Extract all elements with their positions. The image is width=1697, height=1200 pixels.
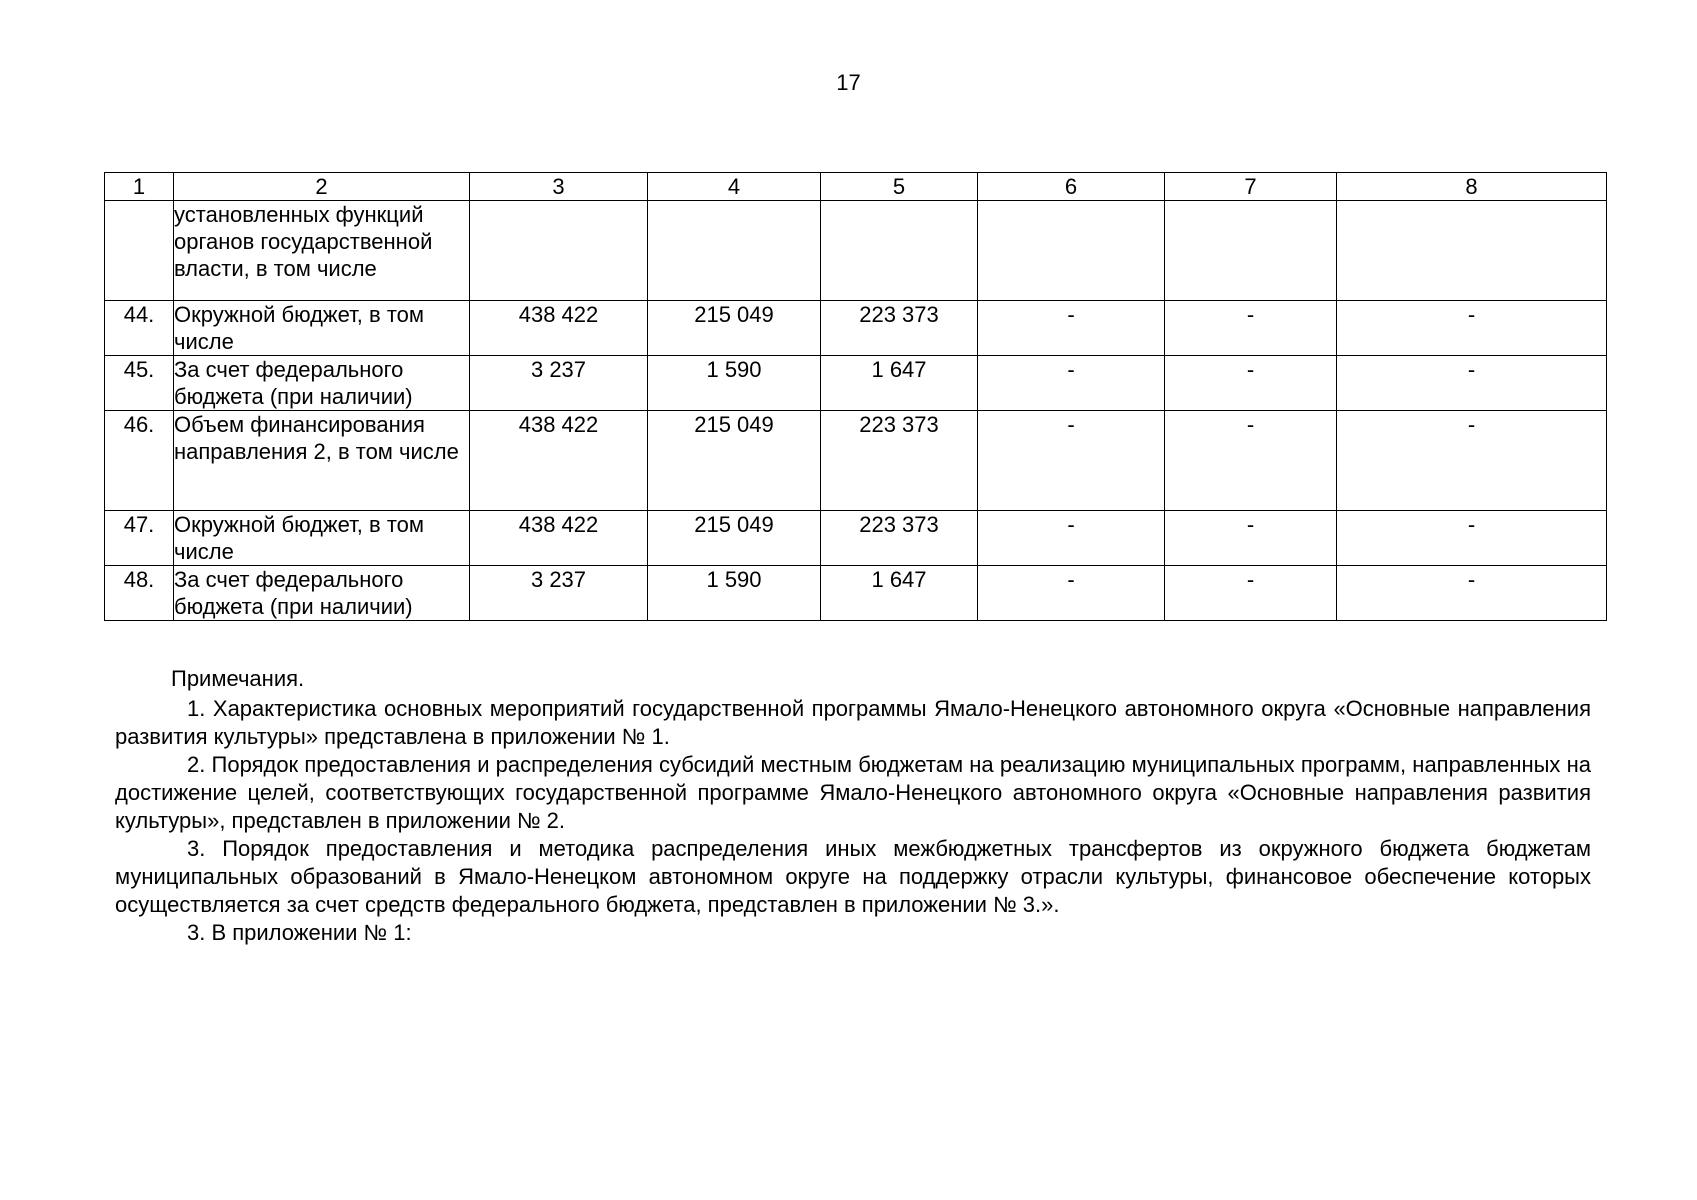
table-row [105,201,1607,301]
table-row [105,301,1607,356]
table-row [105,511,1607,566]
column-header: 3 [470,173,648,201]
financing-table [104,172,1607,621]
row-name-cell: установленных функций органов государственной власти, в том числе [174,201,470,301]
value-cell: - [978,411,1165,511]
note-paragraph: 3. Порядок предоставления и методика распределения иных межбюджетных трансфертов из окружного бюджета бюджетам муниципальных образований в Ямало-Ненецком автономном округе на поддержку отрасли культуры, финансовое обеспечение которых осуществляется за счет средств федерального бюджета, представлен в приложении № 3.». [115,836,1591,917]
value-cell: - [1165,301,1337,356]
row-name-cell: Окружной бюджет, в том числе [174,511,470,566]
value-cell: - [1337,511,1607,566]
row-number-cell [105,201,174,301]
value-cell: 215 049 [648,301,821,356]
row-name-cell: За счет федерального бюджета (при наличии) [174,566,470,621]
value-cell: - [1337,301,1607,356]
value-cell: 223 373 [821,301,978,356]
column-header: 2 [174,173,470,201]
value-cell [1337,201,1607,301]
value-cell: - [1337,411,1607,511]
value-cell: 223 373 [821,411,978,511]
value-cell: - [1337,356,1607,411]
column-header: 5 [821,173,978,201]
value-cell: - [978,356,1165,411]
value-cell: - [978,511,1165,566]
value-cell: 215 049 [648,511,821,566]
value-cell: - [978,566,1165,621]
value-cell: 1 590 [648,356,821,411]
note-paragraph: 2. Порядок предоставления и распределения субсидий местным бюджетам на реализацию муниципальных программ, направленных на достижение целей, соответствующих государственной программе Ямало-Ненецкого автономного округа «Основные направления развития культуры», представлен в приложении № 2. [115,752,1591,833]
table-row [105,566,1607,621]
value-cell [470,201,648,301]
column-header: 7 [1165,173,1337,201]
value-cell: 3 237 [470,566,648,621]
row-name-cell: За счет федерального бюджета (при наличии) [174,356,470,411]
row-number-cell: 48. [105,566,174,621]
value-cell: 1 647 [821,356,978,411]
notes-title: Примечания. [171,666,305,691]
row-name-cell: Окружной бюджет, в том числе [174,301,470,356]
table-row [105,411,1607,511]
row-number-cell: 46. [105,411,174,511]
table-body [105,201,1607,621]
row-number-cell: 44. [105,301,174,356]
row-name-cell: Объем финансирования направления 2, в том числе [174,411,470,511]
value-cell: 438 422 [470,301,648,356]
page-number: 17 [836,70,861,95]
row-number-cell: 47. [105,511,174,566]
notes-section [115,665,1591,947]
value-cell: 223 373 [821,511,978,566]
note-paragraph: 1. Характеристика основных мероприятий государственной программы Ямало-Ненецкого автономного округа «Основные направления развития культуры» представлена в приложении № 1. [115,696,1591,749]
value-cell [1165,201,1337,301]
column-header: 8 [1337,173,1607,201]
value-cell: - [1165,511,1337,566]
value-cell: - [1165,411,1337,511]
value-cell: 438 422 [470,411,648,511]
value-cell [821,201,978,301]
value-cell: 438 422 [470,511,648,566]
column-header: 4 [648,173,821,201]
value-cell: - [1337,566,1607,621]
value-cell: 215 049 [648,411,821,511]
value-cell [648,201,821,301]
table-row [105,356,1607,411]
row-number-cell: 45. [105,356,174,411]
table-header-row [105,173,1607,201]
value-cell: 1 590 [648,566,821,621]
value-cell: - [1165,356,1337,411]
column-header: 1 [105,173,174,201]
note-paragraph: 3. В приложении № 1: [187,920,412,945]
value-cell: 1 647 [821,566,978,621]
column-header: 6 [978,173,1165,201]
value-cell: - [978,301,1165,356]
value-cell: 3 237 [470,356,648,411]
value-cell [978,201,1165,301]
value-cell: - [1165,566,1337,621]
